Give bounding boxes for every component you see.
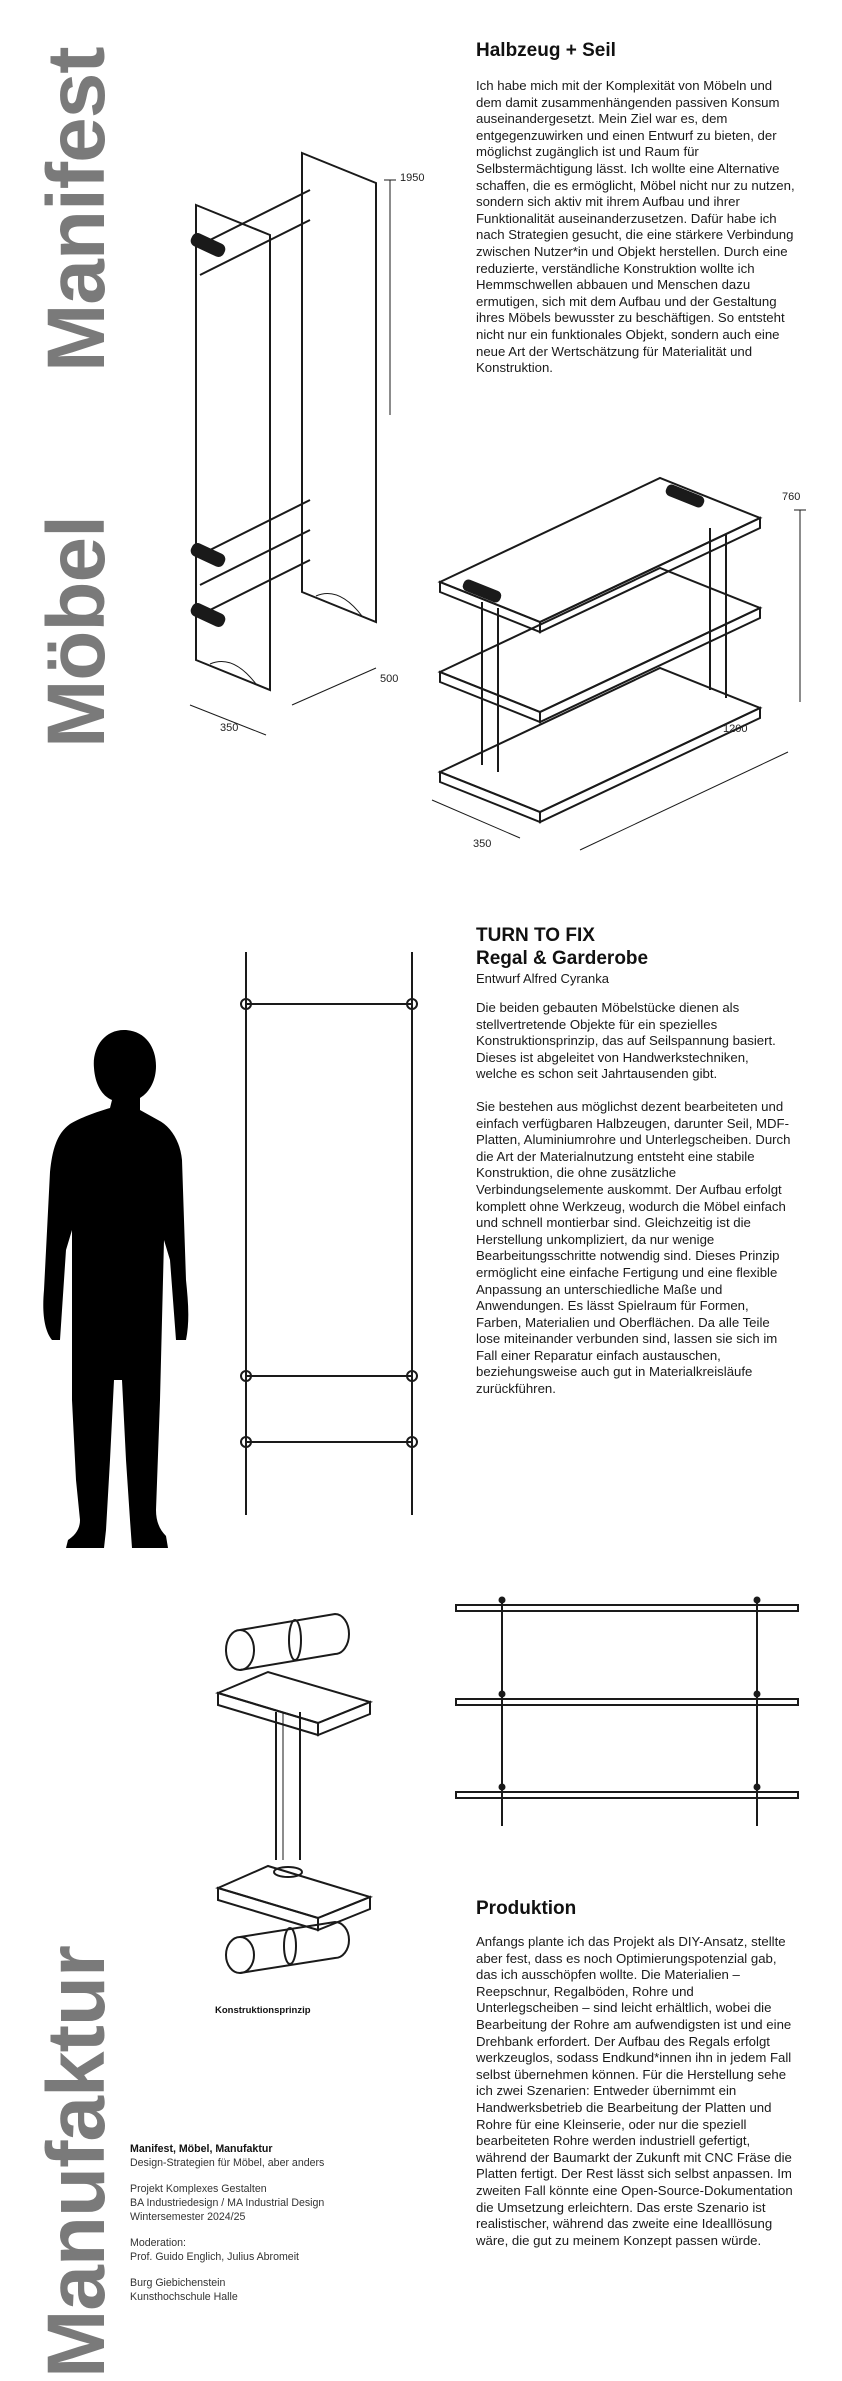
dim-shelf-height: 760 [782,491,801,503]
credits-title: Manifest, Möbel, Manufaktur [130,2143,273,2155]
section-title-produktion: Produktion [476,1898,577,1919]
dim-shelf-depth: 350 [473,838,492,850]
credits-line: Burg Giebichenstein [130,2277,226,2289]
credits-line: Prof. Guido Englich, Julius Abromeit [130,2251,299,2263]
section-title-turn-to-fix: TURN TO FIX [476,925,595,946]
credits-line: Moderation: [130,2237,186,2249]
dim-wardrobe-height: 1950 [400,172,425,184]
section-text-halbzeug: Ich habe mich mit der Komplexität von Möbeln und dem damit zusammenhängenden passiven Konsum auseinandergesetzt. Mein Ziel war es, dem entgegenzuwirken und einen Entwurf zu bieten, der möglichst zugänglich ist und Raum für Selbstermächtigung lässt. Ich wollte eine Alternative schaffen, die es ermöglicht, Möbel nicht nur zu nutzen, sondern sich aktiv mit ihrem Aufbau und ihrer Funktionalität auseinanderzusetzen. Dafür habe ich nach Strategien gesucht, die eine stärkere Verbindung zwischen Nutzer*in und Objekt herstellen. Durch eine reduzierte, verständliche Konstruktion wollte ich Hemmschwellen abbauen und Menschen dazu ermutigen, sich mit dem Aufbau und der Gestaltung ihres Möbels bewusster zu beschäftigen. So entsteht nicht nur ein funktionales Objekt, sondern auch eine neue Art der Wertschätzung für Materialität und Konstruktion. [476,78,795,376]
section-produktion [476,1898,794,2249]
section-text-produktion: Anfangs plante ich das Projekt als DIY-Ansatz, stellte aber fest, dass es noch Optimierungspotenzial gab, das ich ausschöpfen wollte. Die Materialien – Reepschnur, Regalböden, Rohre und Unterlegscheiben – sind leicht erhältlich, wobei die Bearbeitung der Rohre am aufwendigsten ist und eine Drehbank erfordert. Der Aufbau des Regals erfolgt werkzeuglos, sodass Endkund*innen ihn in jedem Fall selbst übernehmen können. Für die Herstellung sehe ich zwei Szenarien: Entweder übernimmt ein Handwerksbetrieb die Bearbeitung der Platten und Rohre für eine Kleinserie, oder nur die speziell bearbeiteten Rohre werden industriell gefertigt, während der Baumarkt der Zukunft mit CNC Fräse die Platten fertigt. Der Rest lässt sich selbst anpassen. Im zweiten Fall könnte eine Open-Source-Dokumentation die Umsetzung erleichtern. Das erste Szenario ist realistischer, während das zweite eine Idealllösung wäre, die gut zu meinem Konzept passen würde. [476,1934,793,2248]
credits-line: Wintersemester 2024/25 [130,2211,246,2223]
dim-shelf-length: 1200 [723,723,748,735]
section-author: Entwurf Alfred Cyranka [476,971,609,986]
credits-block [130,2142,390,2304]
section-text-turn-to-fix-1: Die beiden gebauten Möbelstücke dienen als stellvertretende Objekte für ein spezielles Konstruktionsprinzip, das auf Seilspannung basiert. Dieses ist abgeleitet von Handwerkstechniken, welche es schon seit Jahrtausenden gibt. [476,1000,776,1082]
credits-line: Kunsthochschule Halle [130,2291,238,2303]
credits-line: BA Industriedesign / MA Industrial Design [130,2197,325,2209]
detail-caption: Konstruktionsprinzip [215,2005,311,2016]
credits-line: Design-Strategien für Möbel, aber anders [130,2157,325,2169]
dim-wardrobe-width: 350 [220,722,239,734]
title-manufaktur: Manufaktur [31,1946,122,2378]
section-title-halbzeug: Halbzeug + Seil [476,40,616,61]
title-manifest: Manifest [31,47,122,372]
title-moebel: Möbel [31,516,122,748]
section-subtitle: Regal & Garderobe [476,948,649,969]
section-text-turn-to-fix-2: Sie bestehen aus möglichst dezent bearbeiteten und einfach verfügbaren Halbzeugen, darunter Seil, MDF-Platten, Aluminiumrohre und Unterlegscheiben. Durch die Art der Materialnutzung entsteht eine stabile Konstruktion, die ohne zusätzliche Verbindungselemente auskommt. Der Aufbau erfolgt komplett ohne Werkzeug, wodurch die Möbel einfach und schnell montierbar sind. Gleichzeitig ist die Herstellung unkompliziert, da nur wenige Bearbeitungsschritte notwendig sind. Dieses Prinzip ermöglicht eine einfache Fertigung und eine flexible Anpassung an unterschiedliche Maße und Anwendungen. Es lässt Spielraum für Formen, Farben, Materialien und Oberflächen. Da alle Teile lose miteinander verbunden sind, lassen sie sich im Fall einer Reparatur einfach austauschen, beziehungsweise auch gut in Materialkreisläufe zurückführen. [476,1098,791,1397]
credits-line: Projekt Komplexes Gestalten [130,2183,267,2195]
dim-wardrobe-depth: 500 [380,673,399,685]
